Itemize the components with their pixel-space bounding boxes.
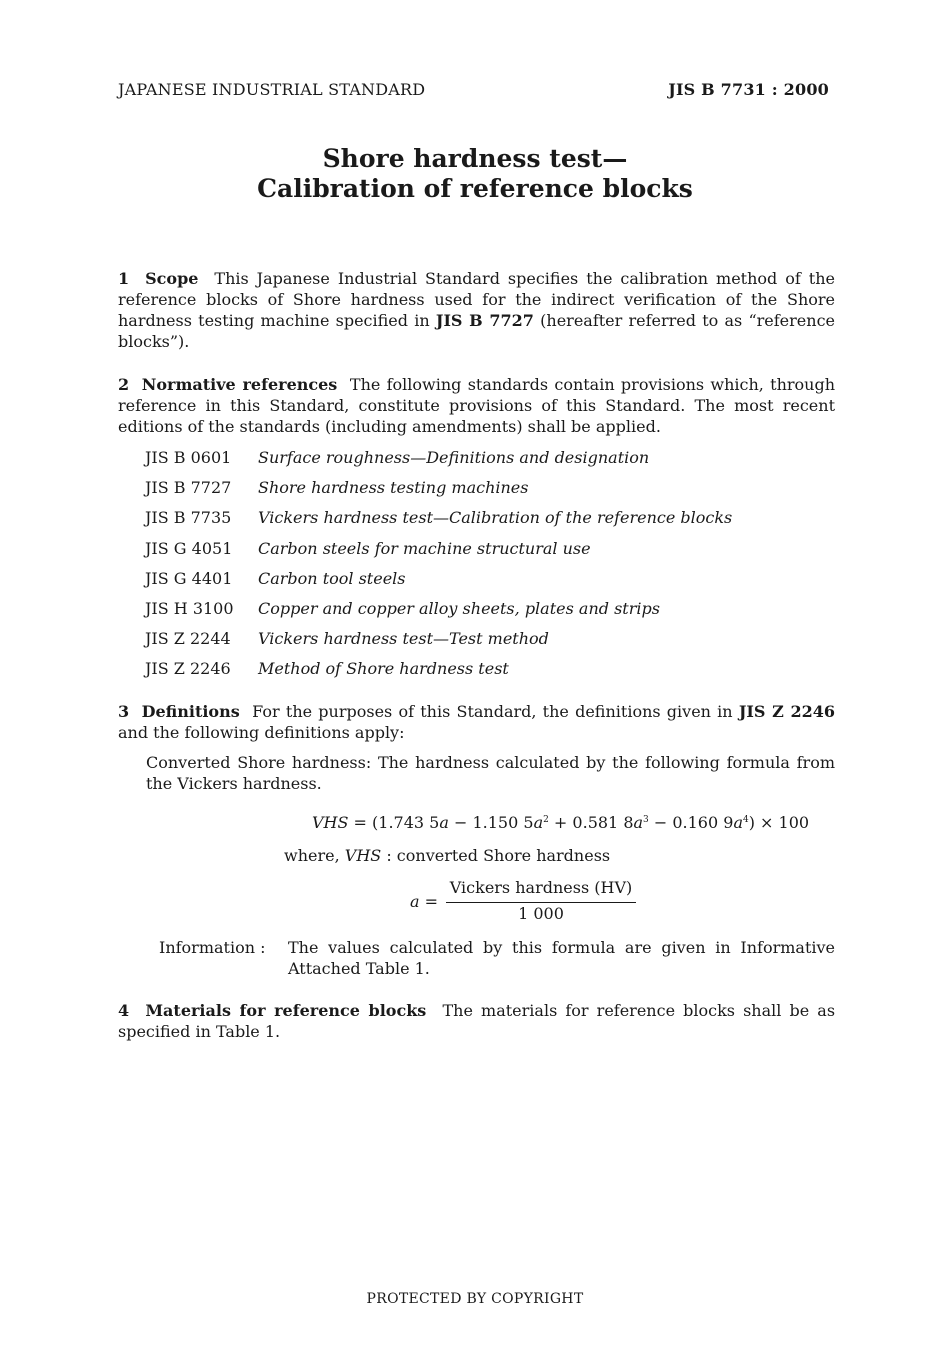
section-text: The materials for reference blocks shall be as specified in Table 1. — [118, 1001, 836, 1041]
formula-part: + 0.581 8 — [548, 813, 634, 832]
reference-code: JIS G 4401 — [145, 568, 233, 588]
definition-text: Converted Shore hardness: The hardness calculated by the following formula from the Vickers hardness. — [146, 753, 835, 793]
list-item — [145, 477, 732, 507]
information-text: The values calculated by this formula are given in Informative Attached Table 1. — [288, 938, 835, 978]
reference-title: Surface roughness—Definitions and designation — [258, 448, 650, 467]
list-item — [145, 568, 732, 598]
section-number: 1 — [118, 269, 130, 288]
reference-code: JIS B 7727 — [145, 478, 232, 498]
formula-variable: a — [439, 813, 449, 832]
formula-part: ) × 100 — [748, 813, 810, 832]
list-item — [145, 628, 732, 658]
standard-reference: JIS B 7727 — [435, 311, 534, 330]
formula-part: = (1.743 5 — [348, 813, 440, 832]
formula-exponent: 4 — [742, 815, 749, 825]
formula-symbol: VHS — [344, 846, 382, 865]
fraction-denominator: 1 000 — [518, 904, 564, 923]
page-title-line2: Calibration of reference blocks — [257, 174, 693, 203]
reference-code: JIS Z 2244 — [145, 629, 231, 649]
section-text: The following standards contain provisions which, through reference in this Standard, constitute provisions of this Standard. The most recent editions of the standards (including amendments) shall be applied. — [118, 375, 835, 436]
formula-variable: a — [733, 813, 743, 832]
fraction-bar — [446, 902, 636, 903]
standard-reference: JIS Z 2246 — [738, 702, 836, 721]
fraction-numerator: Vickers hardness (HV) — [449, 878, 633, 897]
section-materials — [118, 1000, 835, 1042]
header-standard-name: JAPANESE INDUSTRIAL STANDARD — [118, 80, 426, 99]
reference-title: Shore hardness testing machines — [258, 478, 529, 498]
formula-variable: a — [533, 813, 544, 832]
formula-exponent: 3 — [643, 815, 649, 825]
section-number: 3 — [118, 702, 130, 721]
page-title-line1: Shore hardness test— — [322, 144, 628, 173]
reference-list — [145, 447, 732, 689]
list-item — [145, 538, 732, 568]
reference-title: Method of Shore hardness test — [258, 659, 509, 679]
section-number: 4 — [118, 1001, 130, 1020]
reference-code: JIS G 4051 — [145, 538, 233, 558]
vhs-formula — [312, 810, 809, 833]
where-clause — [284, 845, 610, 866]
reference-title: Copper and copper alloy sheets, plates and strips — [258, 598, 660, 618]
formula-variable: a — [633, 813, 644, 832]
list-item — [145, 447, 732, 477]
reference-title: Vickers hardness test—Calibration of the reference blocks — [258, 508, 733, 528]
section-heading: Scope — [145, 269, 199, 288]
list-item — [145, 658, 732, 688]
formula-exponent: 2 — [543, 815, 549, 825]
section-heading: Definitions — [141, 702, 240, 721]
formula-part: − 0.160 9 — [648, 813, 734, 832]
section-normative-references — [118, 374, 835, 437]
where-label: where, — [284, 846, 340, 865]
information-label: Information : — [159, 938, 266, 957]
where-text: : converted Shore hardness — [386, 846, 611, 865]
header-standard-number: JIS B 7731 : 2000 — [668, 80, 829, 99]
reference-code: JIS B 0601 — [145, 448, 232, 467]
copyright-footer: PROTECTED BY COPYRIGHT — [366, 1291, 584, 1307]
section-heading: Normative references — [141, 375, 338, 394]
reference-code: JIS H 3100 — [145, 598, 234, 618]
section-number: 2 — [118, 375, 130, 394]
reference-title: Carbon tool steels — [258, 568, 406, 588]
section-text: This Japanese Industrial Standard specifies the calibration method of the reference blocks of Shore hardness used for the indirect verification of the Shore hardness testing machine specified in — [118, 269, 836, 330]
list-item — [145, 598, 732, 628]
section-scope — [118, 268, 835, 352]
section-text: For the purposes of this Standard, the definitions given in — [252, 702, 733, 721]
section-text: (hereafter referred to as “reference blocks”). — [118, 311, 836, 351]
reference-title: Vickers hardness test—Test method — [258, 629, 549, 649]
reference-code: JIS Z 2246 — [145, 659, 231, 679]
section-definitions — [118, 701, 835, 743]
fraction-lhs: a = — [410, 892, 439, 911]
list-item — [145, 507, 732, 537]
section-heading: Materials for reference blocks — [145, 1001, 427, 1020]
reference-code: JIS B 7735 — [145, 508, 232, 528]
formula-part: − 1.150 5 — [448, 813, 534, 832]
section-text: and the following definitions apply: — [118, 723, 405, 742]
formula-symbol: VHS — [312, 813, 349, 832]
reference-title: Carbon steels for machine structural use — [258, 538, 591, 558]
